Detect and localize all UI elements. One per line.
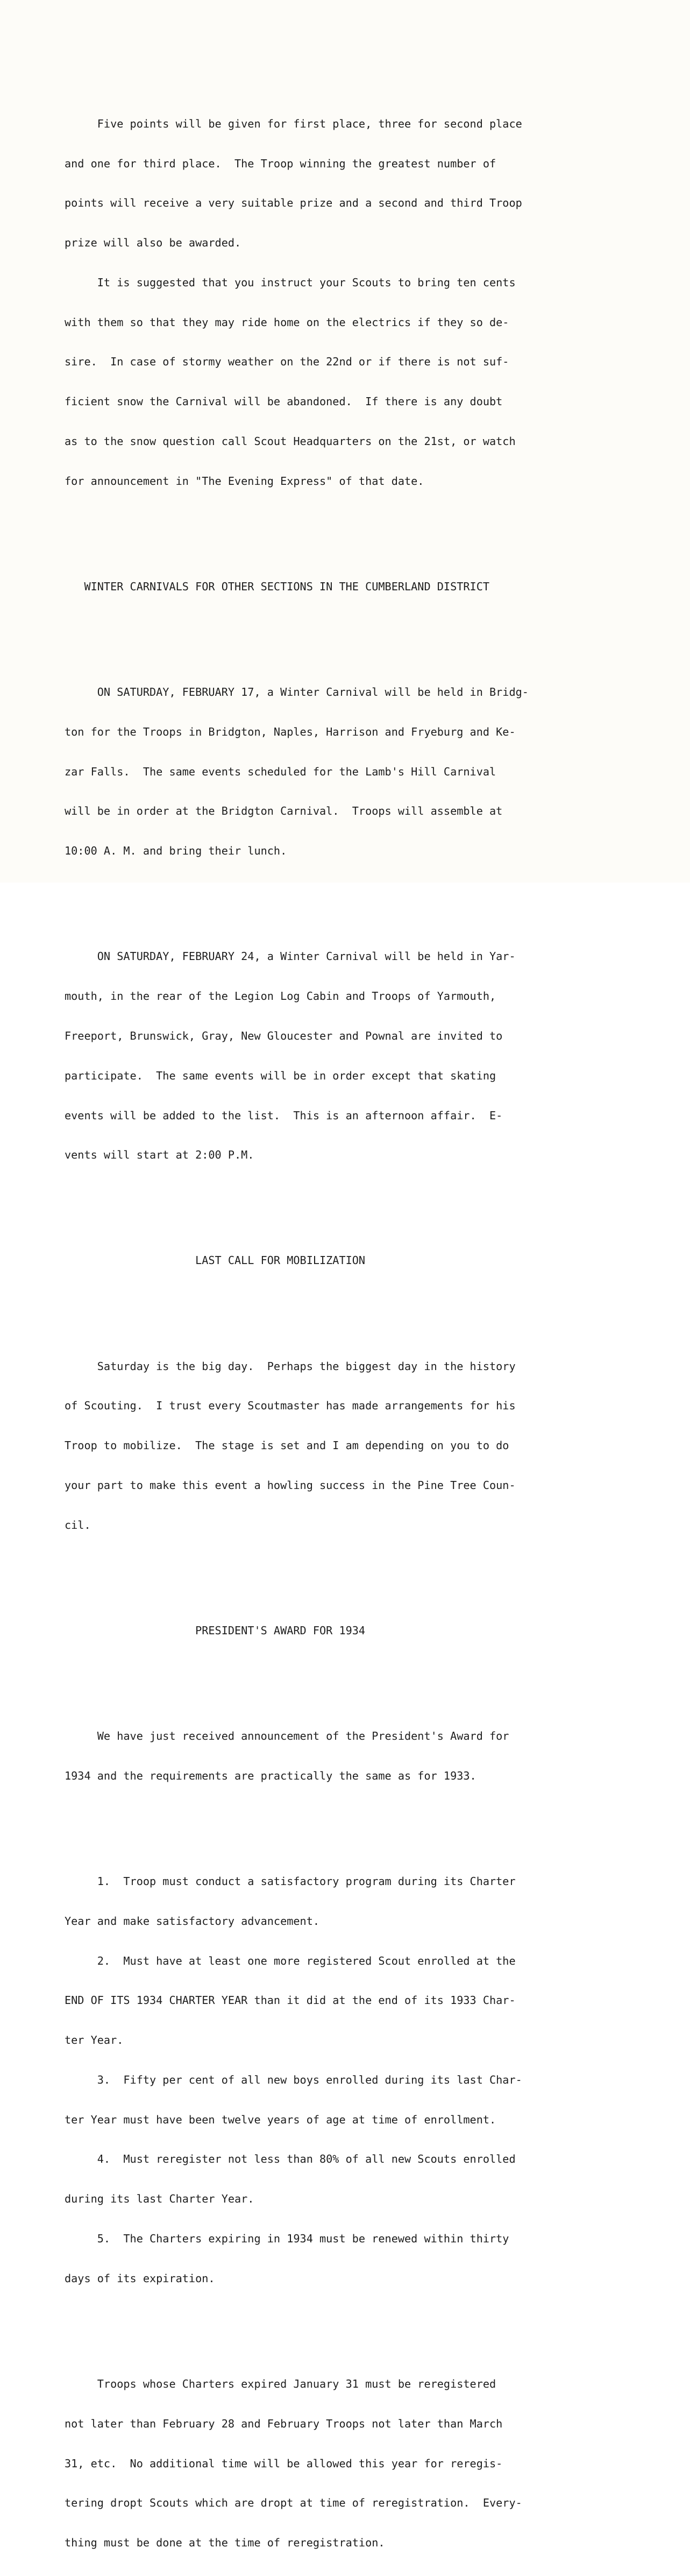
requirement-line: 5. The Charters expiring in 1934 must be renewed within thirty (65, 2232, 509, 2246)
text-line: We have just received announcement of the President's Award for (65, 1730, 509, 1743)
text-line: ON SATURDAY, FEBRUARY 17, a Winter Carnival will be held in Bridg- (65, 686, 529, 699)
paragraph-gap (65, 1188, 635, 1201)
text-line: ficient snow the Carnival will be abandoned. If there is any doubt (65, 395, 503, 408)
text-line: ton for the Troops in Bridgton, Naples, Harrison and Fryeburg and Ke- (65, 725, 516, 738)
section-heading-mobilization: LAST CALL FOR MOBILIZATION (65, 1254, 366, 1267)
text-line: sire. In case of stormy weather on the 22nd or if there is not suf- (65, 355, 509, 369)
paragraph-gap (65, 620, 635, 633)
text-line: Troops whose Charters expired January 31 must be reregistered (65, 2377, 496, 2390)
section-heading-winter-carnivals: WINTER CARNIVALS FOR OTHER SECTIONS IN THE CUMBERLAND DISTRICT (65, 580, 490, 593)
text-line: 1934 and the requirements are practically the same as for 1933. (65, 1769, 476, 1782)
section-heading-presidents-award: PRESIDENT'S AWARD FOR 1934 (65, 1624, 366, 1637)
requirement-line: ter Year. (65, 2034, 124, 2047)
text-line: Five points will be given for first place, three for second place (65, 117, 522, 130)
text-line: 31, etc. No additional time will be allowed this year for reregis- (65, 2457, 503, 2470)
text-line: Saturday is the big day. Perhaps the biggest day in the history (65, 1359, 516, 1373)
text-line: tering dropt Scouts which are dropt at time of reregistration. Every- (65, 2496, 522, 2510)
text-line: will be in order at the Bridgton Carnival. Troops will assemble at (65, 804, 503, 818)
text-line: cil. (65, 1518, 91, 1532)
text-line: as to the snow question call Scout Headquarters on the 21st, or watch (65, 435, 516, 448)
paragraph-gap (65, 514, 635, 527)
text-line: for announcement in "The Evening Express" of that date. (65, 474, 424, 488)
text-line: participate. The same events will be in order except that skating (65, 1069, 496, 1082)
paragraph-gap (65, 2312, 635, 2325)
typed-text-body (65, 77, 635, 2576)
text-line: 10:00 A. M. and bring their lunch. (65, 844, 287, 858)
text-line: Freeport, Brunswick, Gray, New Gloucester and Pownal are invited to (65, 1029, 503, 1042)
text-line: prize will also be awarded. (65, 236, 241, 250)
paragraph-gap (65, 1664, 635, 1677)
text-line: your part to make this event a howling success in the Pine Tree Coun- (65, 1478, 516, 1492)
requirement-line: 2. Must have at least one more registered Scout enrolled at the (65, 1954, 516, 1967)
requirement-line: 1. Troop must conduct a satisfactory program during its Charter (65, 1875, 516, 1888)
text-line: zar Falls. The same events scheduled for the Lamb's Hill Carnival (65, 765, 496, 778)
text-line: mouth, in the rear of the Legion Log Cabin and Troops of Yarmouth, (65, 990, 496, 1003)
paragraph-gap (65, 1294, 635, 1307)
paragraph-gap (65, 1558, 635, 1571)
text-line: and one for third place. The Troop winning the greatest number of (65, 157, 496, 170)
text-line: events will be added to the list. This is an afternoon affair. E- (65, 1109, 503, 1122)
paragraph-gap (65, 884, 635, 897)
text-line: vents will start at 2:00 P.M. (65, 1148, 254, 1162)
text-line: not later than February 28 and February Troops not later than March (65, 2417, 503, 2430)
text-line: thing must be done at the time of reregistration. (65, 2536, 385, 2550)
paragraph-gap (65, 1809, 635, 1822)
text-line: It is suggested that you instruct your Scouts to bring ten cents (65, 276, 516, 289)
requirement-line: END OF ITS 1934 CHARTER YEAR than it did at the end of its 1933 Char- (65, 1994, 516, 2007)
text-line: with them so that they may ride home on the electrics if they so de- (65, 315, 509, 329)
text-line: Troop to mobilize. The stage is set and I am depending on you to do (65, 1439, 509, 1452)
requirement-line: Year and make satisfactory advancement. (65, 1914, 320, 1928)
requirement-line: days of its expiration. (65, 2271, 215, 2285)
requirement-line: 3. Fifty per cent of all new boys enrolled during its last Char- (65, 2073, 522, 2086)
requirement-line: ter Year must have been twelve years of age at time of enrollment. (65, 2113, 496, 2126)
requirement-line: during its last Charter Year. (65, 2192, 254, 2206)
text-line: points will receive a very suitable prize and a second and third Troop (65, 196, 522, 210)
text-line: of Scouting. I trust every Scoutmaster has made arrangements for his (65, 1399, 516, 1413)
text-line: ON SATURDAY, FEBRUARY 24, a Winter Carnival will be held in Yar- (65, 950, 516, 963)
requirement-line: 4. Must reregister not less than 80% of all new Scouts enrolled (65, 2152, 516, 2166)
